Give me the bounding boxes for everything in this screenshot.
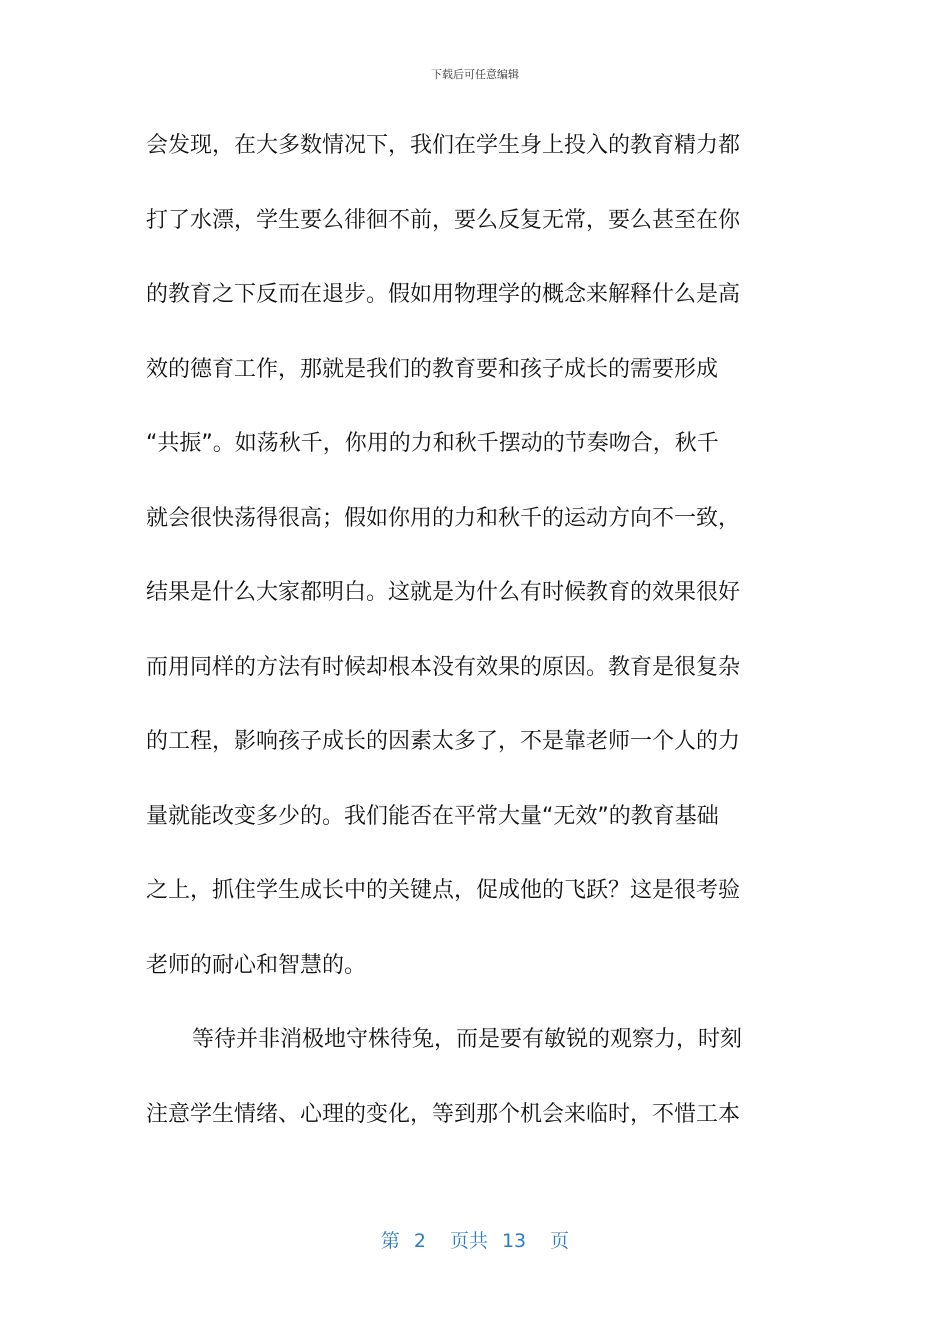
text-line: 的工程，影响孩子成长的因素太多了，不是靠老师一个人的力 [146,729,741,754]
text-line-paragraph-start: 等待并非消极地守株待兔，而是要有敏锐的观察力，时刻 [192,1027,743,1052]
document-body [146,124,796,1167]
text-line: 量就能改变多少的。我们能否在平常大量“无效”的教育基础 [146,803,719,829]
text-line: 而用同样的方法有时候却根本没有效果的原因。教育是很复杂 [146,654,741,680]
footer-middle: 页共 [449,1230,488,1252]
text-line: 就会很快荡得很高；假如你用的力和秋千的运动方向不一致， [146,505,741,531]
page-number-footer [0,1226,950,1253]
text-line: “共振”。如荡秋千，你用的力和秋千摆动的节奏吻合，秋千 [146,431,719,456]
text-line: 注意学生情绪、心理的变化，等到那个机会来临时，不惜工本 [146,1101,741,1127]
text-line: 效的德育工作，那就是我们的教育要和孩子成长的需要形成 [146,356,719,382]
text-line: 的教育之下反而在退步。假如用物理学的概念来解释什么是高 [146,282,741,307]
text-line: 会发现，在大多数情况下，我们在学生身上投入的教育精力都 [146,133,741,158]
header-note: 下载后可任意编辑 [431,68,519,81]
text-line: 之上，抓住学生成长中的关键点，促成他的飞跃？这是很考验 [146,878,741,903]
footer-prefix: 第 [380,1230,400,1252]
footer-suffix: 页 [550,1230,570,1252]
text-line: 老师的耐心和智慧的。 [146,952,367,978]
text-line: 结果是什么大家都明白。这就是为什么有时候教育的效果很好 [146,580,741,605]
footer-total-pages: 13 [501,1230,527,1252]
footer-current-page: 2 [413,1230,426,1252]
text-line: 打了水漂，学生要么徘徊不前，要么反复无常，要么甚至在你 [146,207,741,233]
